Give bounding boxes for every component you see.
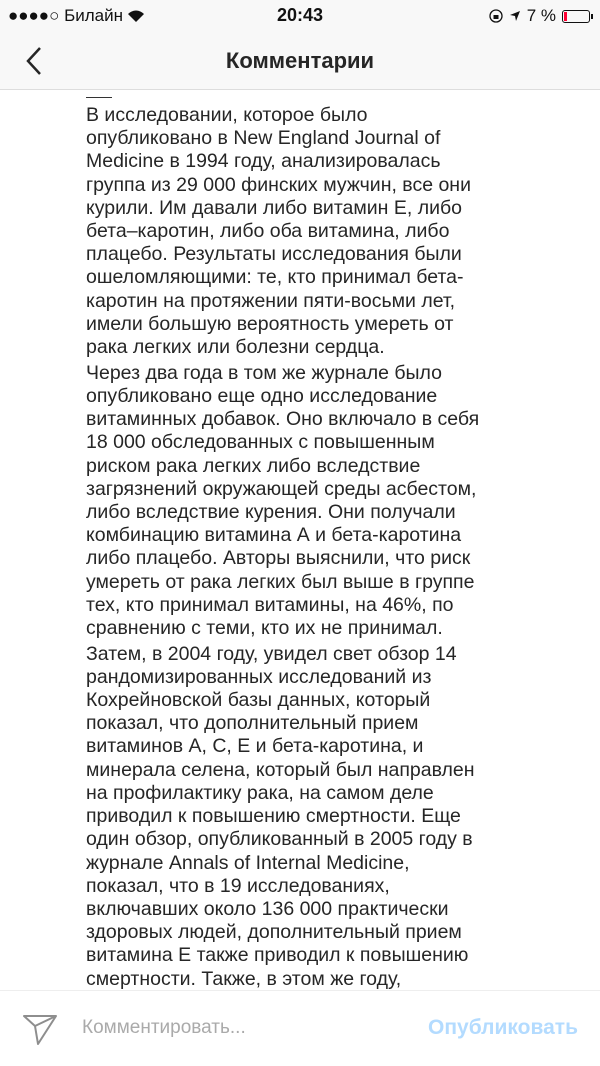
comment-line: плацебо. Результаты исследования были — [86, 243, 462, 266]
comment-line: либо вследствие курения. Они получали — [86, 500, 456, 523]
comment-line: Затем, в 2004 году, увидел свет обзор 14 — [86, 642, 457, 665]
comment-line: показал, что в 19 исследованиях, — [86, 874, 390, 897]
comment-input[interactable] — [82, 1017, 382, 1039]
comment-line: витаминов А, С, Е и бета-каротина, и — [86, 735, 424, 758]
comment-line: риском рака легких либо вследствие — [86, 454, 421, 477]
comment-paragraph — [86, 104, 479, 359]
comment-line: смертности. Также, в этом же году, — [86, 967, 402, 990]
comment-line: минерала селена, который был направлен — [86, 758, 475, 781]
comment-line: витамина Е также приводил к повышению — [86, 944, 469, 967]
nav-bar — [0, 34, 600, 90]
comment-line: рандомизированных исследований из — [86, 665, 432, 688]
comment-line: здоровых людей, дополнительный прием — [86, 921, 462, 944]
comment-line: комбинацию витамина А и бета-каротина — [86, 524, 462, 547]
location-icon — [509, 10, 521, 22]
comment-line: ошеломляющими: те, кто принимал бета- — [86, 266, 464, 289]
comment-line: 18 000 обследованных с повышенным — [86, 431, 435, 454]
clock: 20:43 — [276, 5, 324, 25]
comment-line: опубликовано в New England Journal of — [86, 127, 441, 150]
comment-line: Кохрейновской базы данных, который — [86, 689, 431, 712]
comment-line: умереть от рака легких был выше в группе — [86, 570, 475, 593]
comment-paragraph — [86, 362, 479, 640]
comment-line: бета–каротин, либо оба витамина, либо — [86, 220, 450, 243]
comment-line: Через два года в том же журнале было — [86, 361, 442, 384]
comment-text — [86, 104, 479, 990]
page-title: Комментарии — [225, 48, 375, 73]
comment-line: каротин на протяжении пяти-восьми лет, — [86, 289, 456, 312]
send-icon[interactable] — [22, 1013, 58, 1049]
comment-paragraph — [86, 643, 479, 990]
comment-line: группа из 29 000 финских мужчин, все они — [86, 173, 471, 196]
comment-line: приводил к повышению смертности. Еще — [86, 805, 461, 828]
battery-percent: 7 % — [526, 6, 556, 25]
comment-line: либо плацебо. Авторы выяснили, что риск — [86, 547, 471, 570]
comment-line: курили. Им давали либо витамин Е, либо — [86, 196, 462, 219]
comment-line: сравнению с теми, кто их не принимал. — [86, 616, 443, 639]
carrier: ●●●●○ Билайн — [8, 6, 123, 25]
battery-icon — [562, 10, 590, 23]
comment-line: имели большую вероятность умереть от — [86, 312, 454, 335]
status-bar — [0, 0, 600, 34]
comment-line: Medicine в 1994 году, анализировалась — [86, 150, 441, 173]
divider — [86, 97, 112, 98]
comment-line: один обзор, опубликованный в 2005 году в — [86, 828, 473, 851]
comment-line: В исследовании, которое было — [86, 104, 368, 126]
comment-line: витаминных добавок. Оно включало в себя — [86, 408, 480, 431]
comment-line: журнале Annals of Internal Medicine, — [86, 851, 410, 874]
orientation-lock-icon — [489, 9, 503, 23]
comment-line: опубликовано еще одно исследование — [86, 384, 438, 407]
comment-line: на профилактику рака, на самом деле — [86, 781, 434, 804]
comment-composer — [0, 990, 600, 1066]
comment-line: загрязнений окружающей среды асбестом, — [86, 477, 477, 500]
comment-line: показал, что дополнительный прием — [86, 712, 419, 735]
comment-line: тех, кто принимал витамины, на 46%, по — [86, 593, 454, 616]
comment-line: включавших около 136 000 практически — [86, 897, 449, 920]
comment-line: рака легких или болезни сердца. — [86, 336, 385, 359]
publish-button[interactable]: Опубликовать — [428, 1016, 578, 1039]
comment-scroll-area[interactable] — [0, 90, 600, 990]
